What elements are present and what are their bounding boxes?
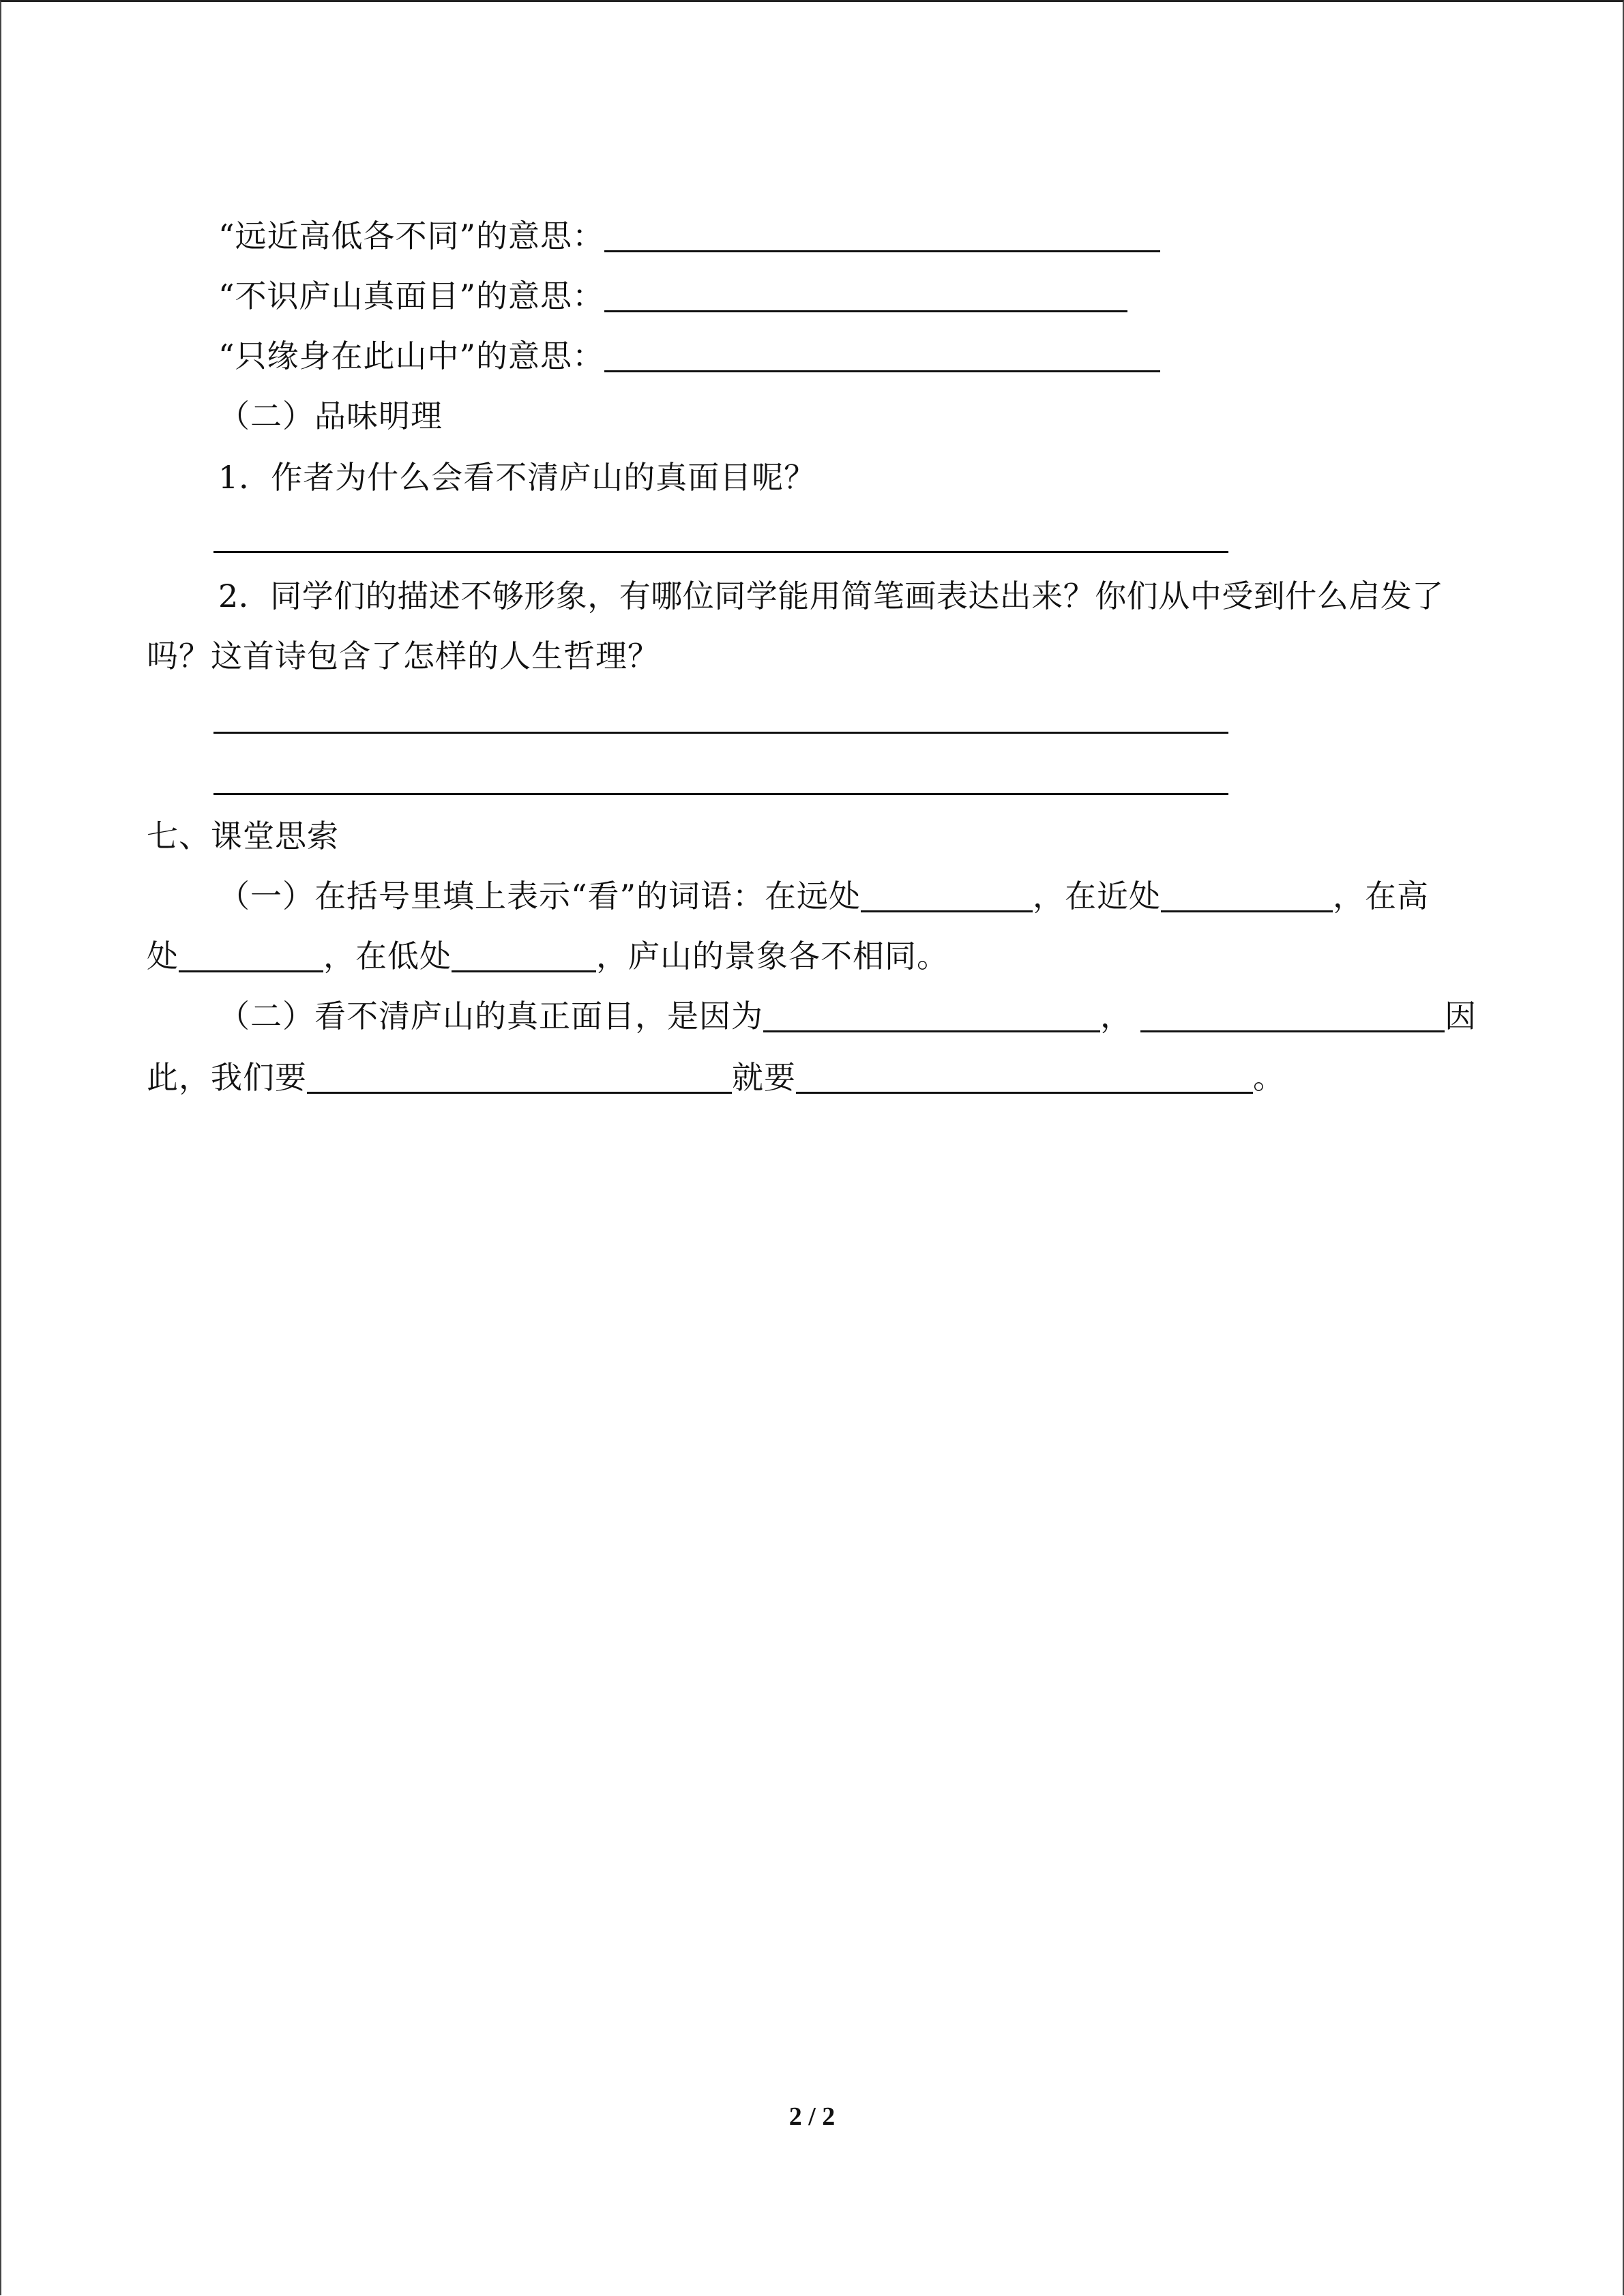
blank-near[interactable] — [1161, 880, 1333, 912]
fill-1-text-c: ，在高 — [1333, 878, 1430, 914]
meaning-line-3 — [218, 336, 1160, 376]
section-two-heading: （二）品味明理 — [218, 398, 443, 434]
blank-then-should[interactable] — [796, 1062, 1253, 1094]
meaning-label-1: “远近高低各不同”的意思： — [218, 218, 605, 254]
question-1: 1．作者为什么会看不清庐山的真面目呢？ — [218, 459, 816, 496]
fill-1-line-2 — [147, 936, 949, 976]
page-number: 2 / 2 — [788, 2102, 836, 2131]
blank-reason-1[interactable] — [763, 1000, 1100, 1032]
fill-2-line-1 — [218, 996, 1477, 1037]
fill-2-text-b: ， — [1100, 998, 1132, 1034]
meaning-label-3: “只缘身在此山中”的意思： — [218, 338, 605, 374]
meaning-line-1 — [218, 215, 1160, 256]
blank-low[interactable] — [452, 940, 596, 972]
meaning-blank-1[interactable] — [604, 220, 1160, 252]
fill-1-text-e: ，在低处 — [323, 938, 452, 974]
blank-we-should[interactable] — [307, 1062, 732, 1094]
blank-far[interactable] — [861, 880, 1033, 912]
fill-2-text-f: 。 — [1253, 1059, 1285, 1096]
meaning-blank-3[interactable] — [604, 340, 1160, 372]
fill-1-text-f: ，庐山的景象各不相同。 — [596, 938, 949, 974]
fill-2-text-e: 就要 — [732, 1059, 796, 1096]
blank-high[interactable] — [179, 940, 323, 972]
fill-2-text-c: 因 — [1445, 998, 1477, 1034]
fill-2-text-a: （二）看不清庐山的真正面目，是因为 — [218, 998, 763, 1034]
blank-reason-2[interactable] — [1140, 1000, 1445, 1032]
fill-2-text-d: 此，我们要 — [147, 1059, 307, 1096]
section-seven-heading: 七、课堂思索 — [147, 818, 339, 854]
answer-line-q1[interactable] — [213, 551, 1228, 553]
answer-line-q2-2[interactable] — [213, 793, 1228, 795]
fill-1-text-a: （一）在括号里填上表示“看”的词语：在远处 — [218, 878, 861, 914]
meaning-label-2: “不识庐山真面目”的意思： — [218, 278, 605, 314]
meaning-line-2 — [218, 275, 1127, 316]
fill-1-text-d: 处 — [147, 938, 179, 974]
question-2-line-2: 吗？这首诗包含了怎样的人生哲理？ — [147, 638, 660, 674]
question-2-line-1: 2．同学们的描述不够形象，有哪位同学能用简笔画表达出来？你们从中受到什么启发了 — [218, 578, 1444, 614]
fill-2-line-2 — [147, 1057, 1285, 1098]
meaning-blank-2[interactable] — [604, 280, 1127, 312]
answer-line-q2-1[interactable] — [213, 732, 1228, 734]
fill-1-line-1 — [218, 876, 1429, 916]
fill-1-text-b: ，在近处 — [1033, 878, 1162, 914]
